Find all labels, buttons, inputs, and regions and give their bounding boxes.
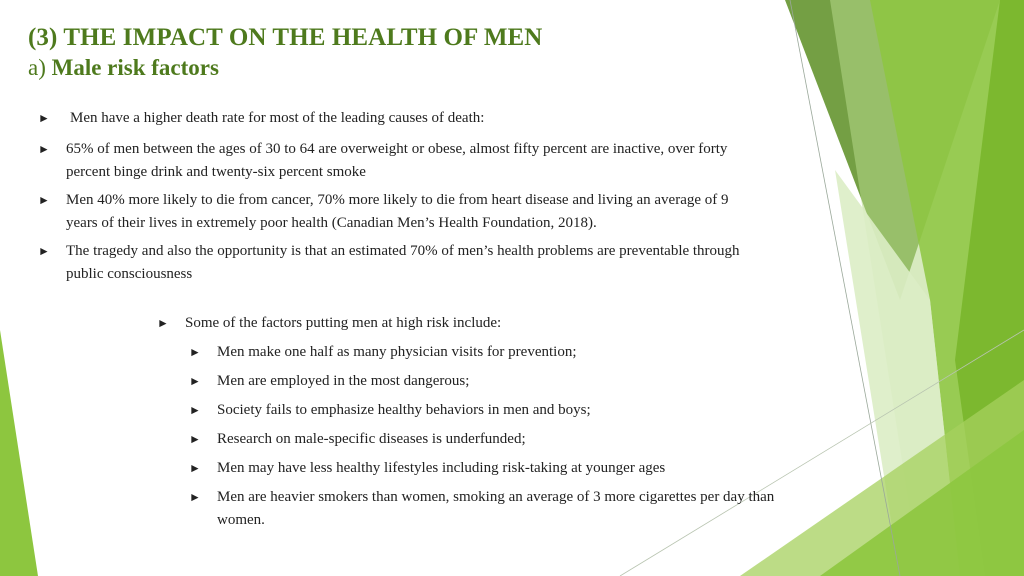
factor-item: ► Men make one half as many physician visits for prevention;: [217, 341, 817, 364]
factors-intro: ► Some of the factors putting men at high risk include:: [185, 312, 745, 335]
factor-item: ► Research on male-specific diseases is underfunded;: [217, 428, 817, 451]
bullet-arrow-icon: ►: [189, 345, 201, 359]
bullet-arrow-icon: ►: [38, 193, 50, 207]
bullet-item: ► Men 40% more likely to die from cancer, 70% more likely to die from heart disease and living an average of 9 years of their lives in extremely poor health (Canadian Men’s Health Foundation, 2018).: [66, 189, 756, 235]
bullet-arrow-icon: ►: [38, 244, 50, 258]
bullet-item: ► The tragedy and also the opportunity is that an estimated 70% of men’s health problems are preventable through public consciousness: [66, 240, 756, 286]
subtitle-text: Male risk factors: [51, 55, 219, 80]
bullet-arrow-icon: ►: [38, 142, 50, 156]
subtitle-prefix: a): [28, 55, 46, 80]
bullet-arrow-icon: ►: [189, 432, 201, 446]
factor-item: ► Men are employed in the most dangerous;: [217, 370, 817, 393]
bullet-item: ► 65% of men between the ages of 30 to 64 are overweight or obese, almost fifty percent are inactive, over forty percent binge drink and twenty-six percent smoke: [66, 138, 756, 184]
bullet-arrow-icon: ►: [189, 490, 201, 504]
factor-item: ► Men are heavier smokers than women, smoking an average of 3 more cigarettes per day than women.: [217, 486, 817, 532]
bullet-arrow-icon: ►: [189, 374, 201, 388]
bullet-arrow-icon: ►: [157, 316, 169, 330]
slide-title: (3) THE IMPACT ON THE HEALTH OF MEN: [28, 24, 543, 51]
bullet-arrow-icon: ►: [189, 461, 201, 475]
factor-item: ► Men may have less healthy lifestyles including risk-taking at younger ages: [217, 457, 817, 480]
bullet-arrow-icon: ►: [38, 111, 50, 125]
factor-item: ► Society fails to emphasize healthy behaviors in men and boys;: [217, 399, 817, 422]
bullet-arrow-icon: ►: [189, 403, 201, 417]
bullet-item: ► Men have a higher death rate for most of the leading causes of death:: [66, 107, 756, 130]
slide-subtitle: [28, 55, 219, 81]
